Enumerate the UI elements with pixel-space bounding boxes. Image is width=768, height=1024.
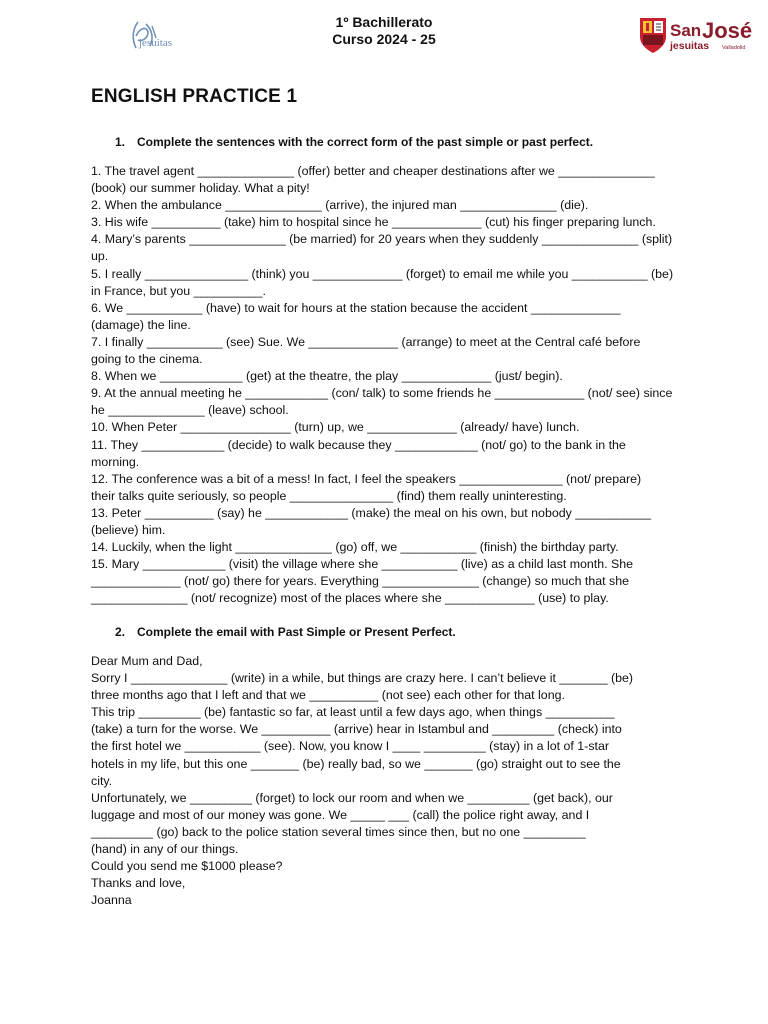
section-2-heading-text: Complete the email with Past Simple or Present Perfect. [137, 625, 456, 639]
section-1-sentences [91, 163, 717, 607]
email-line: Sorry I ______________ (write) in a while, but things are crazy here. I can’t believe it _______ (be) [91, 671, 634, 686]
email-line: the first hotel we ___________ (see). Now, you know I ____ _________ (stay) in a lot of 1-star [91, 739, 609, 754]
exercise-line: 13. Peter __________ (say) he ____________ (make) the meal on his own, but nobody ___________ [91, 505, 652, 520]
email-line: Unfortunately, we _________ (forget) to lock our room and when we _________ (get back), our [91, 790, 613, 805]
jesuitas-text: jesuitas [670, 40, 710, 52]
email-line: _________ (go) back to the police station several times since then, but no one _________ [91, 824, 586, 839]
email-line: (hand) in any of our things. [91, 842, 239, 857]
email-line: city. [91, 773, 113, 788]
exercise-line: 4. Mary’s parents ______________ (be married) for 20 years when they suddenly ______________ (split) [91, 232, 673, 247]
section-1-heading-text: Complete the sentences with the correct form of the past simple or past perfect. [137, 135, 594, 149]
exercise-line: _____________ (not/ go) there for years. Everything ______________ (change) so much that she [91, 574, 629, 589]
section-2-number: 2. [115, 625, 126, 639]
email-line: Joanna [91, 893, 132, 908]
exercise-line: up. [91, 249, 109, 264]
san-jose-logo-mark [638, 15, 754, 55]
exercise-line: ______________ (not/ recognize) most of the places where she _____________ (use) to play. [91, 591, 609, 606]
exercise-line: 9. At the annual meeting he ____________ (con/ talk) to some friends he _____________ (not/ see) since [91, 386, 673, 401]
exercise-line: 11. They ____________ (decide) to walk because they ____________ (not/ go) to the bank in the [91, 437, 626, 452]
section-1-number: 1. [115, 135, 126, 149]
jesuitas-logo-text: jesuitas [139, 37, 172, 49]
course-level: 1º Bachillerato [335, 14, 433, 30]
exercise-line: in France, but you __________. [91, 283, 266, 298]
jose-text: José [702, 18, 753, 43]
exercise-line: 15. Mary ____________ (visit) the village where she ___________ (live) as a child last month. She [91, 557, 634, 572]
email-line: Thanks and love, [91, 876, 186, 891]
exercise-line: (damage) the line. [91, 317, 191, 332]
exercise-line: (book) our summer holiday. What a pity! [91, 181, 310, 196]
san-text: San [670, 21, 702, 40]
exercise-line: morning. [91, 454, 140, 469]
exercise-line: 1. The travel agent ______________ (offer) better and cheaper destinations after we ______________ [91, 164, 655, 178]
email-line: (take) a turn for the worse. We __________ (arrive) hear in Istambul and _________ (check) into [91, 722, 622, 737]
city-text: Valladolid [722, 45, 746, 51]
section-2-heading [115, 625, 456, 639]
exercise-line: 10. When Peter ________________ (turn) up, we _____________ (already/ have) lunch. [91, 420, 580, 435]
san-jose-logo [638, 15, 754, 55]
email-line: hotels in my life, but this one _______ (be) really bad, so we _______ (go) straight out to see the [91, 756, 621, 771]
email-line: Dear Mum and Dad, [91, 654, 203, 668]
email-line: three months ago that I left and that we __________ (not see) each other for that long. [91, 688, 565, 703]
email-line: Could you send me $1000 please? [91, 859, 283, 874]
email-line: This trip _________ (be) fantastic so far, at least until a few days ago, when things __________ [91, 705, 615, 720]
exercise-line: (believe) him. [91, 522, 166, 537]
exercise-line: he ______________ (leave) school. [91, 403, 289, 418]
exercise-line: 6. We ___________ (have) to wait for hours at the station because the accident _____________ [91, 300, 621, 315]
exercise-line: 12. The conference was a bit of a mess! In fact, I feel the speakers _______________ (not/ prepare) [91, 471, 642, 486]
section-1-heading [115, 135, 593, 149]
email-line: luggage and most of our money was gone. We _____ ___ (call) the police right away, and I [91, 807, 590, 822]
course-year: Curso 2024 - 25 [332, 31, 436, 47]
exercise-line: 2. When the ambulance ______________ (arrive), the injured man ______________ (die). [91, 198, 589, 213]
section-2-email [91, 653, 717, 909]
exercise-line: their talks quite seriously, so people _______________ (find) them really uninteresting. [91, 488, 567, 503]
exercise-line: going to the cinema. [91, 352, 203, 367]
exercise-line: 5. I really _______________ (think) you _____________ (forget) to email me while you ___________ (be) [91, 266, 674, 281]
exercise-line: 14. Luckily, when the light ______________ (go) off, we ___________ (finish) the birthday party. [91, 540, 619, 555]
page-title: ENGLISH PRACTICE 1 [91, 86, 298, 107]
exercise-line: 8. When we ____________ (get) at the theatre, the play _____________ (just/ begin). [91, 369, 563, 384]
exercise-line: 7. I finally ___________ (see) Sue. We _____________ (arrange) to meet at the Central café before [91, 334, 641, 349]
exercise-line: 3. His wife __________ (take) him to hospital since he _____________ (cut) his finger preparing lunch. [91, 215, 656, 230]
